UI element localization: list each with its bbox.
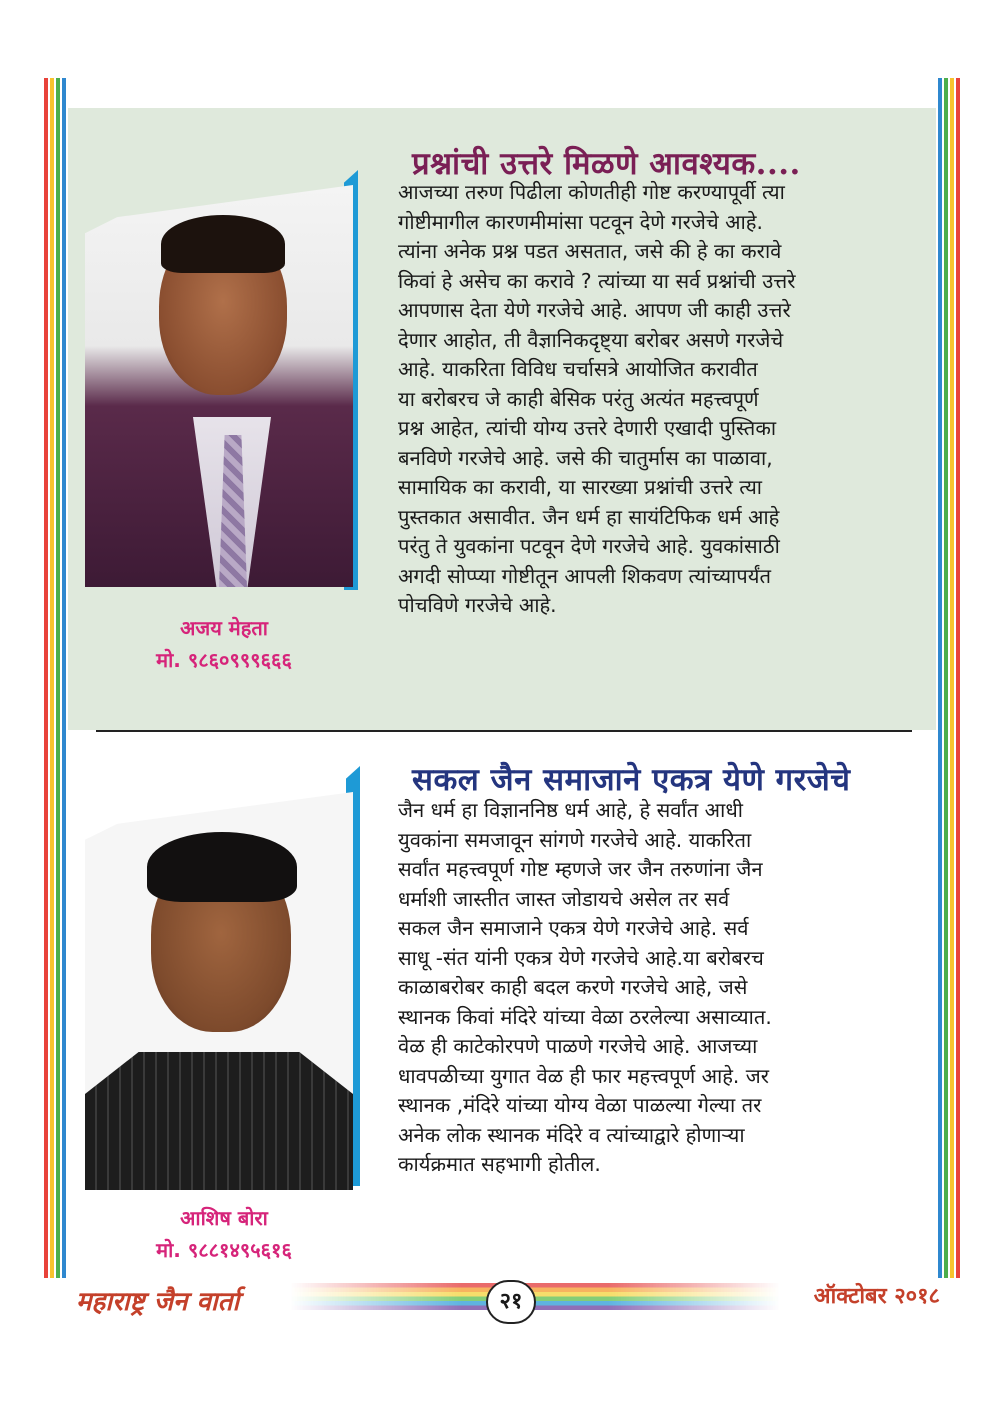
text-line: पुस्तकात असावीत. जैन धर्म हा सायंटिफिक धर्म आहे xyxy=(398,504,780,529)
text-line: देणार आहोत, ती वैज्ञानिकदृष्ट्या बरोबर असणे गरजेचे xyxy=(398,327,784,352)
portrait-hair xyxy=(161,215,285,273)
text-line: परंतु ते युवकांना पटवून देणे गरजेचे आहे. युवकांसाठी xyxy=(398,534,780,558)
text-line: काळाबरोबर काही बदल करणे गरजेचे आहे, जसे xyxy=(398,975,748,999)
caption-2 xyxy=(124,1202,324,1266)
issue-date: ऑक्टोबर २०१८ xyxy=(813,1284,940,1309)
right-decorative-stripes xyxy=(938,78,960,1278)
person-phone: मो. ९८६०९९९६६६ xyxy=(156,648,292,672)
text-line: स्थानक किवां मंदिरे यांच्या वेळा ठरलेल्या असाव्यात. xyxy=(398,1004,772,1029)
text-line: आपणास देता येणे गरजेचे आहे. आपण जी काही उत्तरे xyxy=(398,298,791,322)
text-line: अनेक लोक स्थानक मंदिरे व त्यांच्याद्वारे होणाऱ्या xyxy=(398,1122,745,1147)
section-divider xyxy=(96,730,912,732)
caption-1 xyxy=(124,612,324,676)
text-line: गोष्टीमागील कारणमीमांसा पटवून देणे गरजेचे आहे. xyxy=(398,209,763,234)
person-name: आशिष बोरा xyxy=(180,1206,268,1230)
stripe xyxy=(62,78,66,1278)
portrait-ashish-bora xyxy=(85,792,353,1190)
article-title-1: प्रश्नांची उत्तरे मिळणे आवश्यक.... xyxy=(412,146,801,182)
portrait-shirt xyxy=(85,1052,353,1192)
text-line: त्यांना अनेक प्रश्न पडत असतात, जसे की हे का करावे xyxy=(398,239,782,263)
stripe xyxy=(938,78,942,1278)
text-line: या बरोबरच जे काही बेसिक परंतु अत्यंत महत्त्वपूर्ण xyxy=(398,386,759,411)
text-line: अगदी सोप्प्या गोष्टीतून आपली शिकवण त्यांच्यापर्यंत xyxy=(398,563,771,588)
text-line: धर्माशी जास्तीत जास्त जोडायचे असेल तर सर्व xyxy=(398,886,730,911)
magazine-name: महाराष्ट्र जैन वार्ता xyxy=(76,1287,240,1317)
text-line: बनविणे गरजेचे आहे. जसे की चातुर्मास का पाळावा, xyxy=(398,445,773,470)
text-line: साधू -संत यांनी एकत्र येणे गरजेचे आहे.या बरोबरच xyxy=(398,945,764,970)
text-line: स्थानक ,मंदिरे यांच्या योग्य वेळा पाळल्या गेल्या तर xyxy=(398,1093,762,1117)
text-line: धावपळीच्या युगात वेळ ही फार महत्त्वपूर्ण आहे. जर xyxy=(398,1063,770,1088)
text-line: सकल जैन समाजाने एकत्र येणे गरजेचे आहे. सर्व xyxy=(398,916,749,940)
stripe xyxy=(956,78,960,1278)
stripe xyxy=(44,78,48,1278)
text-line: युवकांना समजावून सांगणे गरजेचे आहे. याकरिता xyxy=(398,827,752,852)
article-body-1 xyxy=(398,178,928,621)
stripe xyxy=(50,78,54,1278)
text-line: कार्यक्रमात सहभागी होतील. xyxy=(398,1152,601,1176)
stripe xyxy=(56,78,60,1278)
text-line: पोचविणे गरजेचे आहे. xyxy=(398,593,557,617)
text-line: किवां हे असेच का करावे ? त्यांच्या या सर्व प्रश्नांची उत्तरे xyxy=(398,268,796,293)
person-phone: मो. ९८८१४९५६१६ xyxy=(156,1238,292,1262)
left-decorative-stripes xyxy=(44,78,66,1278)
text-line: जैन धर्म हा विज्ञाननिष्ठ धर्म आहे, हे सर्वांत आधी xyxy=(398,798,743,822)
page-number: २१ xyxy=(486,1280,536,1324)
text-line: आजच्या तरुण पिढीला कोणतीही गोष्ट करण्यापूर्वी त्या xyxy=(398,180,785,204)
text-line: आहे. याकरिता विविध चर्चासत्रे आयोजित करावीत xyxy=(398,357,758,381)
text-line: सामायिक का करावी, या सारख्या प्रश्नांची उत्तरे त्या xyxy=(398,475,763,499)
stripe xyxy=(950,78,954,1278)
portrait-ajay-mehta xyxy=(85,185,353,587)
portrait-hair xyxy=(147,832,297,902)
person-name: अजय मेहता xyxy=(180,616,268,640)
text-line: प्रश्न आहेत, त्यांची योग्य उत्तरे देणारी एखादी पुस्तिका xyxy=(398,416,777,440)
text-line: सर्वांत महत्त्वपूर्ण गोष्ट म्हणजे जर जैन तरुणांना जैन xyxy=(398,857,763,881)
article-title-2: सकल जैन समाजाने एकत्र येणे गरजेचे xyxy=(412,762,851,798)
article-body-2 xyxy=(398,796,928,1180)
stripe xyxy=(944,78,948,1278)
text-line: वेळ ही काटेकोरपणे पाळणे गरजेचे आहे. आजच्या xyxy=(398,1034,758,1058)
